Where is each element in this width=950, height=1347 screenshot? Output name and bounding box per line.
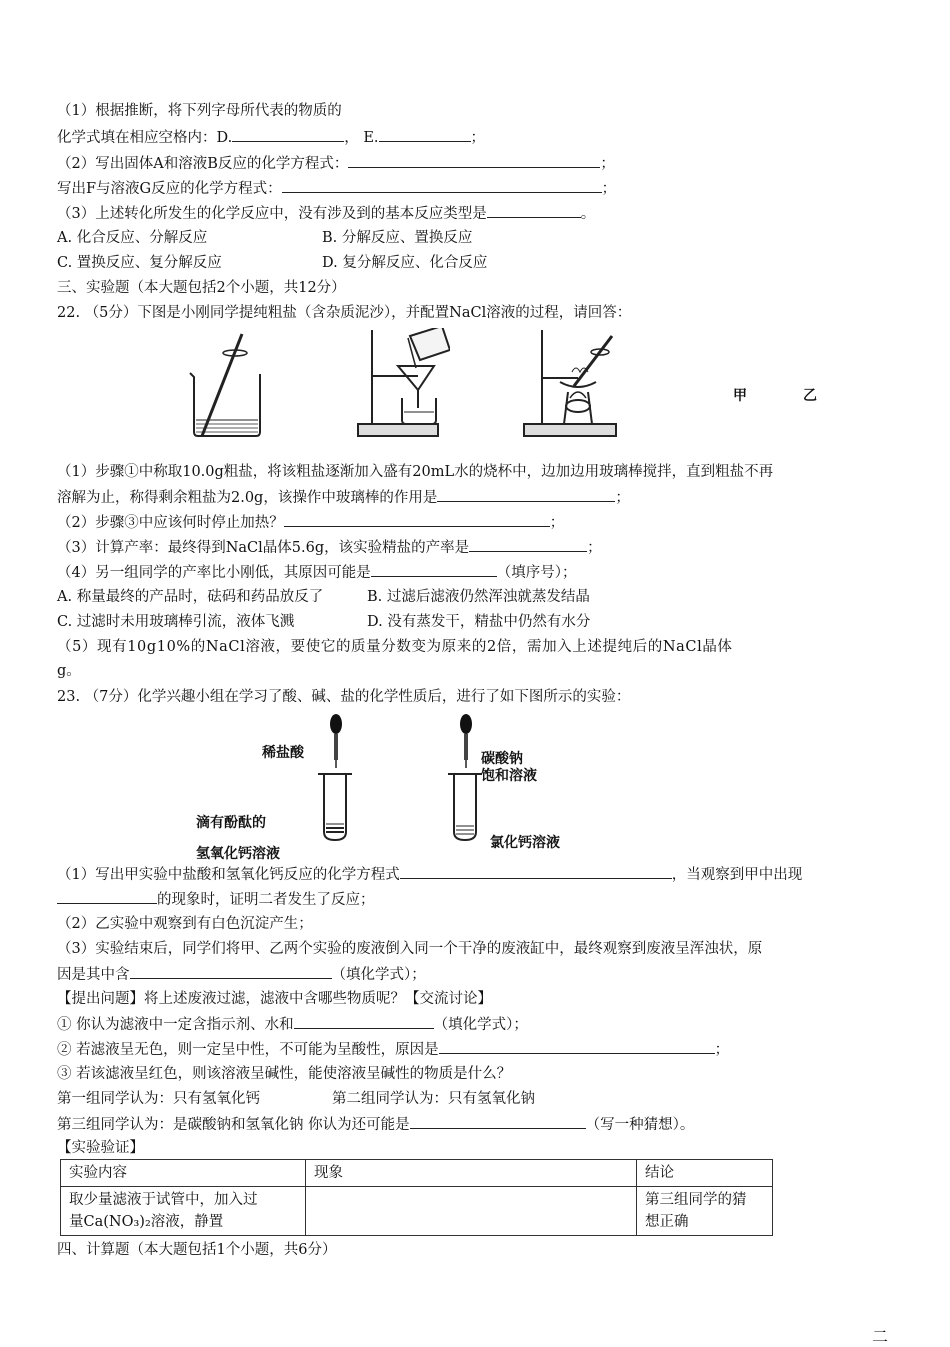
answer-blank-stop-heating[interactable] — [284, 512, 550, 527]
label-calcium-hydroxide: 氢氧化钙溶液 — [196, 846, 280, 862]
experiment-jia-figure — [300, 712, 360, 844]
label-saturated-solution: 饱和溶液 — [481, 768, 537, 784]
q21-part1-line2: 化学式填在相应空格内：D. ， E. ； — [57, 127, 485, 148]
cell-conclusion: 第三组同学的猜 想正确 — [637, 1187, 773, 1236]
evaporation-apparatus-figure — [520, 328, 620, 440]
page-mark: 二 — [871, 1327, 888, 1346]
q23-verify-heading: 【实验验证】 — [57, 1140, 144, 1156]
answer-blank-reason[interactable] — [371, 562, 497, 577]
q21-option-c: C. 置换反应、复分解反应 — [57, 255, 222, 271]
figure-label-jia: 甲 — [733, 388, 747, 404]
q22-title: 22. （5分）下图是小刚同学提纯粗盐（含杂质泥沙），并配置NaCl溶液的过程，请回答： — [57, 305, 632, 321]
header-content: 实验内容 — [61, 1160, 306, 1187]
test-tube-icon — [448, 774, 482, 840]
q21-option-a: A. 化合反应、分解反应 — [57, 230, 208, 246]
q22-step1-line2: 溶解为止，称得剩余粗盐为2.0g，该操作中玻璃棒的作用是 ； — [57, 487, 630, 508]
label-calcium-chloride: 氯化钙溶液 — [490, 835, 560, 851]
answer-blank-not-acidic-reason[interactable] — [439, 1039, 715, 1054]
answer-blank-equation-fg[interactable] — [282, 178, 602, 193]
answer-blank-equation-ab[interactable] — [348, 153, 600, 168]
q22-step4-line: （4）另一组同学的产率比小刚低，其原因可能是 （填序号）； — [57, 562, 576, 583]
figure-label-yi: 乙 — [803, 388, 817, 404]
answer-blank-guess[interactable] — [410, 1114, 586, 1129]
q22-step1-line1: （1）步骤①中称取10.0g粗盐，将该粗盐逐渐加入盛有20mL水的烧杯中，边加边用玻璃棒搅拌，直到粗盐不再 — [57, 464, 774, 480]
q23-discussion-3: ③ 若该滤液呈红色，则该溶液呈碱性，能使溶液呈碱性的物质是什么？ — [57, 1066, 512, 1082]
answer-blank-yield[interactable] — [469, 537, 587, 552]
cell-content: 取少量滤液于试管中，加入过 量Ca(NO₃)₂溶液，静置 — [61, 1187, 306, 1236]
q21-part2-line: （2）写出固体A和溶液B反应的化学方程式： ； — [57, 153, 615, 174]
q21-part2-line2: 写出F与溶液G反应的化学方程式： ； — [57, 178, 616, 199]
pouring-beaker-icon — [408, 328, 450, 368]
cell-phenomenon-blank[interactable] — [306, 1187, 637, 1236]
section-3-heading: 三、实验题（本大题包括2个小题，共12分） — [57, 280, 346, 296]
q22-step2-line: （2）步骤③中应该何时停止加热？ ； — [57, 512, 564, 533]
q23-part1-line2: 的现象时，证明二者发生了反应； — [57, 889, 375, 910]
label-sodium-carbonate: 碳酸钠 — [481, 751, 523, 767]
q22-option-c: C. 过滤时未用玻璃棒引流，液体飞溅 — [57, 614, 295, 630]
q21-option-b: B. 分解反应、置换反应 — [322, 230, 473, 246]
alcohol-lamp-icon — [566, 400, 590, 412]
q22-option-b: B. 过滤后滤液仍然浑浊就蒸发结晶 — [367, 589, 590, 605]
section-4-heading: 四、计算题（本大题包括1个小题，共6分） — [57, 1242, 337, 1258]
test-tube-icon — [318, 774, 352, 840]
q22-option-d: D. 没有蒸发干，精盐中仍然有水分 — [367, 614, 591, 630]
q21-part1-line1: （1）根据推断，将下列字母所代表的物质的 — [57, 103, 342, 119]
salt-purification-apparatus-figure — [180, 328, 450, 440]
q22-step3-line: （3）计算产率：最终得到NaCl晶体5.6g，该实验精盐的产率是 ； — [57, 537, 602, 558]
answer-blank-phenomenon[interactable] — [57, 889, 157, 904]
verification-table — [60, 1159, 773, 1236]
q23-question-heading: 【提出问题】将上述废液过滤，滤液中含哪些物质呢？【交流讨论】 — [57, 991, 492, 1007]
q23-group2: 第二组同学认为：只有氢氧化钠 — [332, 1091, 535, 1107]
answer-blank-e[interactable] — [379, 127, 471, 142]
q23-part3-line2: 因是其中含 （填化学式）； — [57, 964, 426, 985]
beaker-icon — [190, 373, 260, 436]
header-phenomenon: 现象 — [306, 1160, 637, 1187]
answer-blank-equation-hcl[interactable] — [400, 864, 672, 879]
answer-blank-turbidity-cause[interactable] — [130, 964, 332, 979]
answer-blank-filtrate[interactable] — [294, 1014, 434, 1029]
q23-part2-line: （2）乙实验中观察到有白色沉淀产生； — [57, 916, 313, 932]
header-conclusion: 结论 — [637, 1160, 773, 1187]
q23-part3-line1: （3）实验结束后，同学们将甲、乙两个实验的废液倒入同一个干净的废液缸中，最终观察到废液呈浑浊状，原 — [57, 941, 763, 957]
answer-blank-rod-function[interactable] — [437, 487, 615, 502]
q23-title: 23. （7分）化学兴趣小组在学习了酸、碱、盐的化学性质后，进行了如下图所示的实验： — [57, 689, 631, 705]
label-dilute-hcl: 稀盐酸 — [262, 745, 304, 761]
glass-rod-icon — [574, 336, 612, 386]
label-phenolphthalein: 滴有酚酞的 — [196, 815, 266, 831]
q21-option-d: D. 复分解反应、化合反应 — [322, 255, 488, 271]
table-row — [61, 1187, 773, 1236]
answer-blank-reaction-type[interactable] — [487, 203, 581, 218]
answer-blank-d[interactable] — [232, 127, 344, 142]
table-header-row — [61, 1160, 773, 1187]
q22-option-a: A. 称量最终的产品时，砝码和药品放反了 — [57, 589, 324, 605]
q23-group3: 第三组同学认为：是碳酸钠和氢氧化钠 你认为还可能是 （写一种猜想）。 — [57, 1114, 694, 1135]
q23-discussion-2: ② 若滤液呈无色，则一定呈中性，不可能为呈酸性，原因是 ； — [57, 1039, 729, 1060]
dropper-icon — [330, 714, 342, 768]
q23-part1-line1: （1）写出甲实验中盐酸和氢氧化钙反应的化学方程式 ，当观察到甲中出现 — [57, 864, 802, 885]
q22-step5-line2: g。 — [57, 663, 81, 679]
q23-discussion-1: ① 你认为滤液中一定含指示剂、水和 （填化学式）； — [57, 1014, 528, 1035]
q22-step5-line1: （5）现有10g10%的NaCl溶液，要使它的质量分数变为原来的2倍，需加入上述提纯后的NaCl晶体 — [57, 639, 733, 655]
q23-group1: 第一组同学认为：只有氢氧化钙 — [57, 1091, 260, 1107]
q21-part3-line: （3）上述转化所发生的化学反应中，没有涉及到的基本反应类型是 。 — [57, 203, 595, 224]
dropper-icon — [460, 714, 472, 768]
